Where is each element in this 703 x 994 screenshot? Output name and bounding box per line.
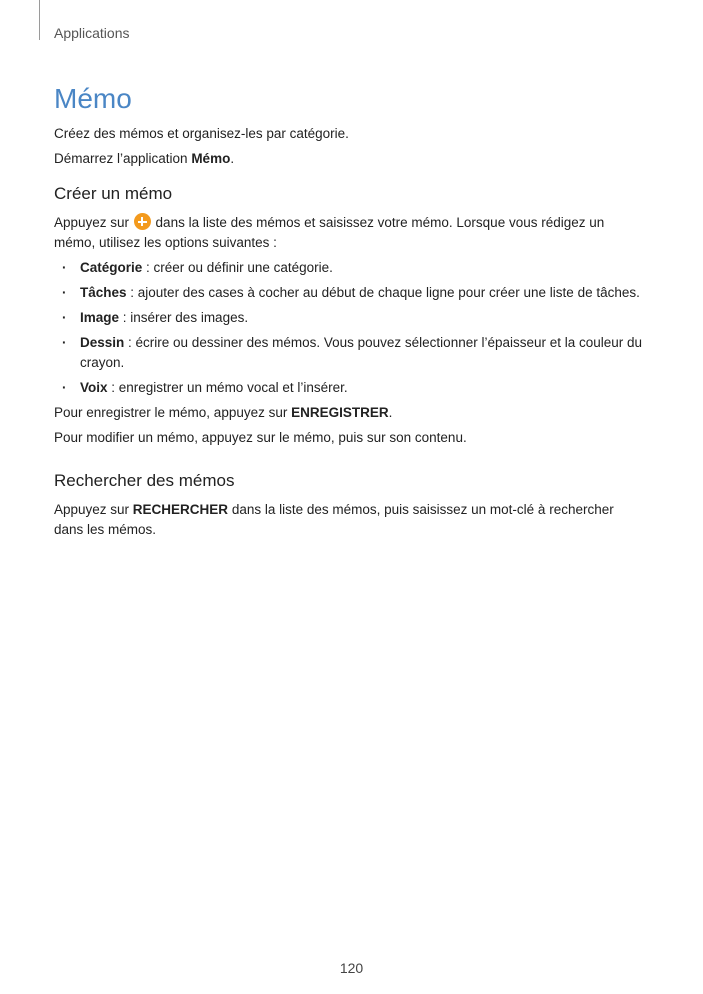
intro-line-2-prefix: Démarrez l’application xyxy=(54,151,192,166)
create-para-suffix: dans la liste des mémos et saisissez votre mémo. Lorsque vous rédigez un mémo, utilisez les options suivantes : xyxy=(54,215,605,250)
create-paragraph xyxy=(54,213,644,253)
section-body-create xyxy=(54,213,644,448)
save-suffix: . xyxy=(388,405,393,420)
list-item xyxy=(54,308,644,328)
search-keyword: RECHERCHER xyxy=(132,502,229,517)
search-paragraph xyxy=(54,500,644,540)
intro-line-2-suffix: . xyxy=(230,151,235,166)
option-desc: : écrire ou dessiner des mémos. Vous pouvez sélectionner l’épaisseur et la couleur du crayon. xyxy=(80,335,643,370)
options-list xyxy=(54,258,644,398)
intro-line-1: Créez des mémos et organisez-les par catégorie. xyxy=(54,126,349,141)
edit-instruction: Pour modifier un mémo, appuyez sur le mémo, puis sur son contenu. xyxy=(54,430,467,445)
intro-line-2 xyxy=(54,149,644,169)
section-body-search xyxy=(54,500,644,540)
margin-rule xyxy=(39,0,40,40)
page-title: Mémo xyxy=(54,83,132,114)
page-number: 120 xyxy=(339,960,364,976)
list-item xyxy=(54,258,644,278)
save-prefix: Pour enregistrer le mémo, appuyez sur xyxy=(54,405,292,420)
list-item xyxy=(54,283,644,303)
intro xyxy=(54,124,644,169)
list-item xyxy=(54,378,644,398)
option-term: Catégorie xyxy=(80,260,143,275)
option-desc: : insérer des images. xyxy=(119,310,249,325)
section-heading-search: Rechercher des mémos xyxy=(54,471,235,490)
section-header: Applications xyxy=(54,25,130,41)
search-para-suffix: dans la liste des mémos, puis saisissez un mot-clé à rechercher dans les mémos. xyxy=(54,502,614,537)
list-item xyxy=(54,333,644,373)
option-term: Image xyxy=(80,310,120,325)
app-name: Mémo xyxy=(191,151,231,166)
create-para-prefix: Appuyez sur xyxy=(54,215,133,230)
save-instruction xyxy=(54,403,644,423)
option-desc: : ajouter des cases à cocher au début de chaque ligne pour créer une liste de tâches. xyxy=(126,285,640,300)
section-heading-create: Créer un mémo xyxy=(54,184,173,203)
option-desc: : créer ou définir une catégorie. xyxy=(142,260,333,275)
option-term: Dessin xyxy=(80,335,125,350)
search-para-prefix: Appuyez sur xyxy=(54,502,133,517)
plus-circle-icon xyxy=(134,213,151,230)
save-keyword: ENREGISTRER xyxy=(291,405,389,420)
option-term: Tâches xyxy=(80,285,127,300)
page-content xyxy=(54,82,644,540)
option-desc: : enregistrer un mémo vocal et l’insérer. xyxy=(107,380,348,395)
option-term: Voix xyxy=(80,380,108,395)
